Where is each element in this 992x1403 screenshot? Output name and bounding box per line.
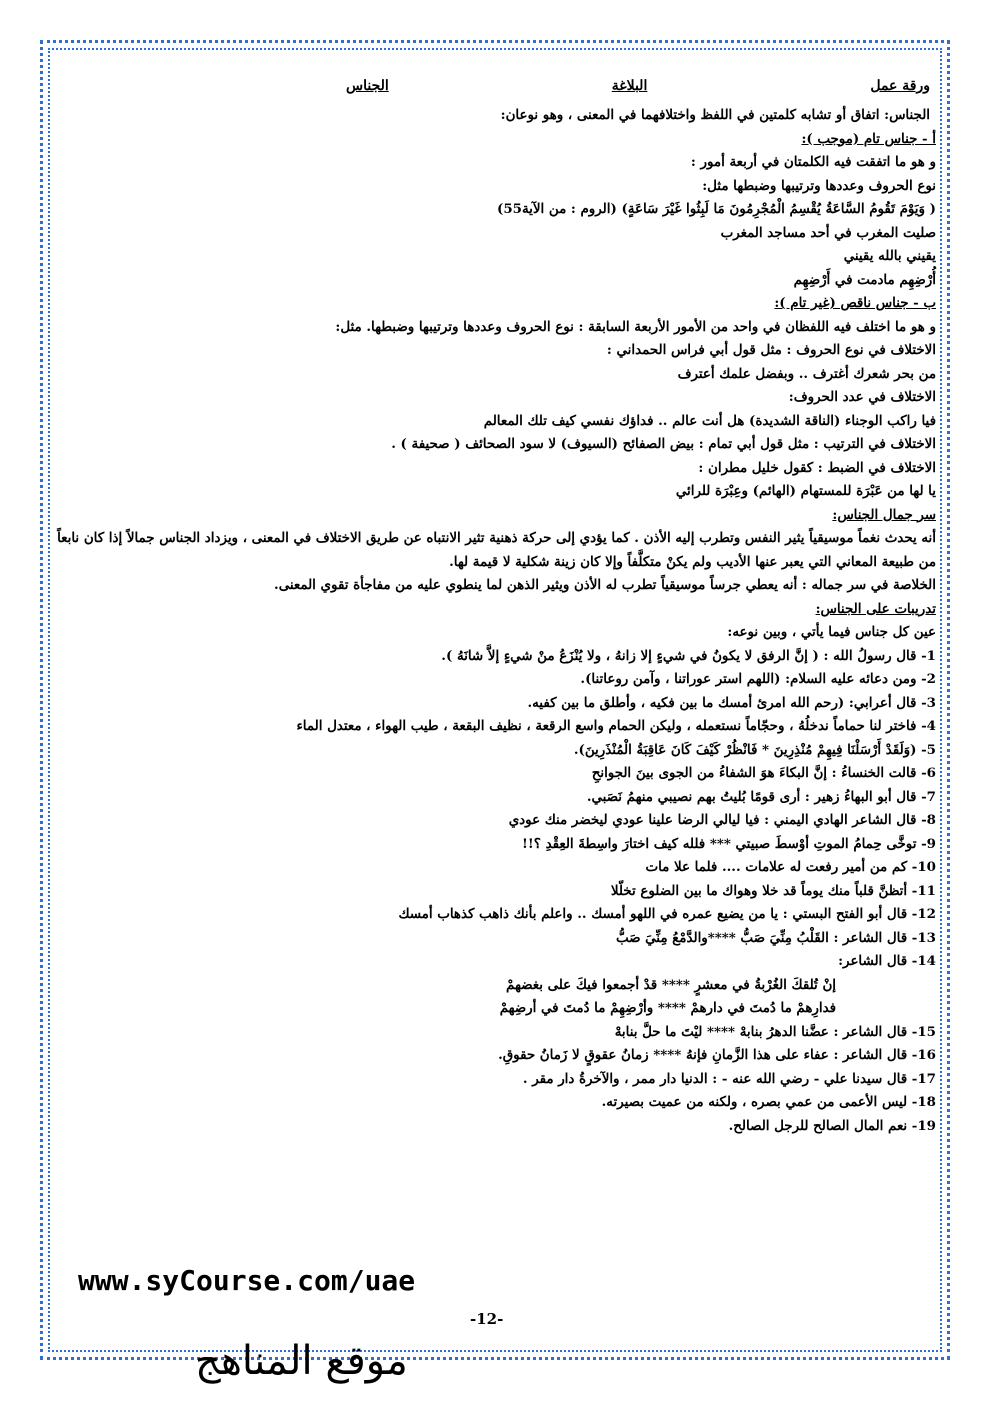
text-line: الاختلاف في نوع الحروف : مثل قول أبي فراس الحمداني : (606, 342, 936, 358)
example-line: يقيني بالله يقيني (843, 248, 936, 264)
section-heading-beauty: سر جمال الجناس: (832, 506, 936, 523)
example-line: أُرْضِهِم مادمت في أَرْضِهِم (793, 271, 936, 288)
exercise-item: 10- كم من أمير رفعت له علامات .... فلما علا مات (645, 859, 936, 875)
header-worksheet: ورقة عمل (870, 78, 930, 94)
exercise-item: 4- فاختر لنا حماماً ندخلُهُ ، وحجّاماً نستعمله ، وليكن الحمام واسع الرقعة ، نظيف البقعة ، طيب الهواء ، معتدل الماء (296, 718, 936, 734)
example-line: يا لها من عَبْرَة للمستهام (الهائم) وعِبْرَة للرائي (675, 483, 936, 499)
example-line: من بحر شعرك أغترف .. وبفضل علمك أعترف (677, 365, 936, 382)
definition-line: الجناس: اتفاق أو تشابه كلمتين في اللفظ واختلافهما في المعنى ، وهو نوعان: (500, 107, 930, 123)
text-line: الاختلاف في عدد الحروف: (788, 389, 936, 405)
exercise-item: 1- قال رسولُ الله : ( إنَّ الرفق لا يكونُ في شيءٍ إلا زانهُ ، ولا يُنْزَعُ منْ شيءٍ إلاَّ شانَهُ ). (441, 647, 936, 664)
exercise-item: 8- قال الشاعر الهادي اليمني : فيا ليالي الرضا علينا عودي ليخضر منك عودي (508, 812, 936, 828)
poem-verse: فدارِهمْ ما دُمتَ في دارهمْ **** وأرْضِهِمْ ما دُمتَ في أرضِهمْ (499, 1000, 836, 1016)
header-topic: الجناس (346, 78, 389, 94)
text-line: و هو ما اختلف فيه اللفظان في واحد من الأمور الأربعة السابقة : نوع الحروف وعددها وترتيبها وضبطها. مثل: (335, 318, 936, 335)
section-heading-incomplete: ب - جناس ناقص (غير تام ): (774, 295, 936, 311)
example-line: صليت المغرب في أحد مساجد المغرب (720, 224, 936, 241)
text-line: و هو ما اتفقت فيه الكلمتان في أربعة أمور : (690, 154, 936, 170)
exercise-item: 2- ومن دعائه عليه السلام: (اللهم استر عوراتنا ، وآمن روعاتنا). (580, 671, 936, 687)
exercise-item: 16- قال الشاعر : عفاء على هذا الزَّمانِ فإنهُ **** زمانُ عقوقٍ لا زَمانُ حقوقِ. (498, 1047, 936, 1063)
exercise-item: 14- قال الشاعر: (838, 953, 936, 969)
section-heading-complete: أ - جناس تام (موجب ): (801, 130, 936, 147)
poem-verse: إنْ تُلقكَ الغُرْبةُ في معشرٍ **** قدْ أجمعوا فيكَ على بغضهمْ (506, 976, 836, 993)
text-line: الاختلاف في الترتيب : مثل قول أبي تمام : بيض الصفائح (السيوف) لا سود الصحائف ( صحيفة ) . (391, 436, 936, 452)
exercise-item: 3- قال أعرابي: (رحم الله امرئ أمسك ما بين فكيه ، وأطلق ما بين كفيه. (527, 694, 936, 711)
site-watermark: موقع المناهج (195, 1338, 408, 1384)
beauty-paragraph: أنه يحدث نغماً موسيقياً يثير النفس وتطرب إليه الأذن . كما يؤدي إلى حركة ذهنية تثير الانتباه عن طريق الاختلاف في المعنى ، ويزداد الجناس جمالاً إذا كان نابعاً من طبيعة المعاني التي يعبر عنها الأديب ولم يكنْ متكلَّفاً وإلا كان زينة شكلية لا قيمة لها. (57, 530, 936, 570)
exercises-heading: تدريبات على الجناس: (815, 600, 936, 617)
exercise-item: 9- توخَّى حِمامُ الموتِ أوْسطَ صبيتي *** فلله كيف اختارَ واسِطةَ العِقْدِ ؟!! (522, 835, 936, 852)
summary-line: الخلاصة في سر جماله : أنه يعطي جرساً موسيقياً تطرب له الأذن ويثير الذهن لما ينطوي عليه من مفاجأة تقوي المعنى. (274, 577, 936, 593)
footer-url[interactable]: www.syCourse.com/uae (78, 1264, 416, 1297)
worksheet-header (56, 78, 936, 94)
exercise-item: 15- قال الشاعر : عضَّنا الدهرُ بنابهْ **** ليْتَ ما حلَّ بنابهْ (614, 1023, 936, 1040)
exercises-intro: عين كل جناس فيما يأتي ، وبين نوعه: (727, 624, 936, 640)
exercise-item: 7- قال أبو البهاءُ زهير : أرى قومًا بُليتُ بهم نصيبي منهمُ نَصَبي. (586, 788, 936, 805)
exercise-item: 12- قال أبو الفتح البستي : يا من يضيع عمره في اللهو أمسك .. واعلم بأنك ذاهب كذهاب أمسك (398, 906, 936, 922)
exercise-item: 17- قال سيدنا علي - رضي الله عنه - : الدنيا دار ممر ، والآخرةُ دار مقر . (522, 1070, 936, 1087)
worksheet-content (56, 78, 936, 1138)
exercise-item: 5- (وَلَقَدْ أَرْسَلْنَا فِيهِمْ مُنْذِرِينَ * فَانْظُرْ كَيْفَ كَانَ عَاقِبَةُ الْمُنْذَرِينَ). (573, 741, 936, 758)
exercise-item: 6- قالت الخنساءُ : إنَّ البكاءَ هوَ الشفاءُ من الجوى بينَ الجوانحِ (591, 765, 936, 781)
page-number: -12- (470, 1310, 504, 1328)
text-line: الاختلاف في الضبط : كقول خليل مطران : (698, 459, 936, 476)
text-line: نوع الحروف وعددها وترتيبها وضبطها مثل: (702, 177, 936, 194)
quran-example: ( وَيَوْمَ تَقُومُ السَّاعَةُ يُقْسِمُ الْمُجْرِمُونَ مَا لَبِثُوا غَيْرَ سَاعَةٍ) (الروم : من الآية55) (496, 201, 936, 217)
example-line: فيا راكب الوجناء (الناقة الشديدة) هل أنت عالم .. فداؤك نفسي كيف تلك المعالم (483, 412, 936, 429)
exercise-item: 13- قال الشاعر : القَلْبُ مِنِّيَ صَبُّ ****والدَّمْعُ مِنِّيَ صَبُّ (615, 929, 936, 946)
exercise-item: 11- أتظنَّ قلباً منك يوماً قد خلا وهواك ما بين الضلوع تخلّلا (610, 882, 936, 899)
exercise-item: 19- نعم المال الصالح للرجل الصالح. (728, 1117, 936, 1134)
exercise-item: 18- ليس الأعمى من عمي بصره ، ولكنه من عميت بصيرته. (601, 1094, 936, 1110)
header-subject: البلاغة (611, 78, 648, 94)
